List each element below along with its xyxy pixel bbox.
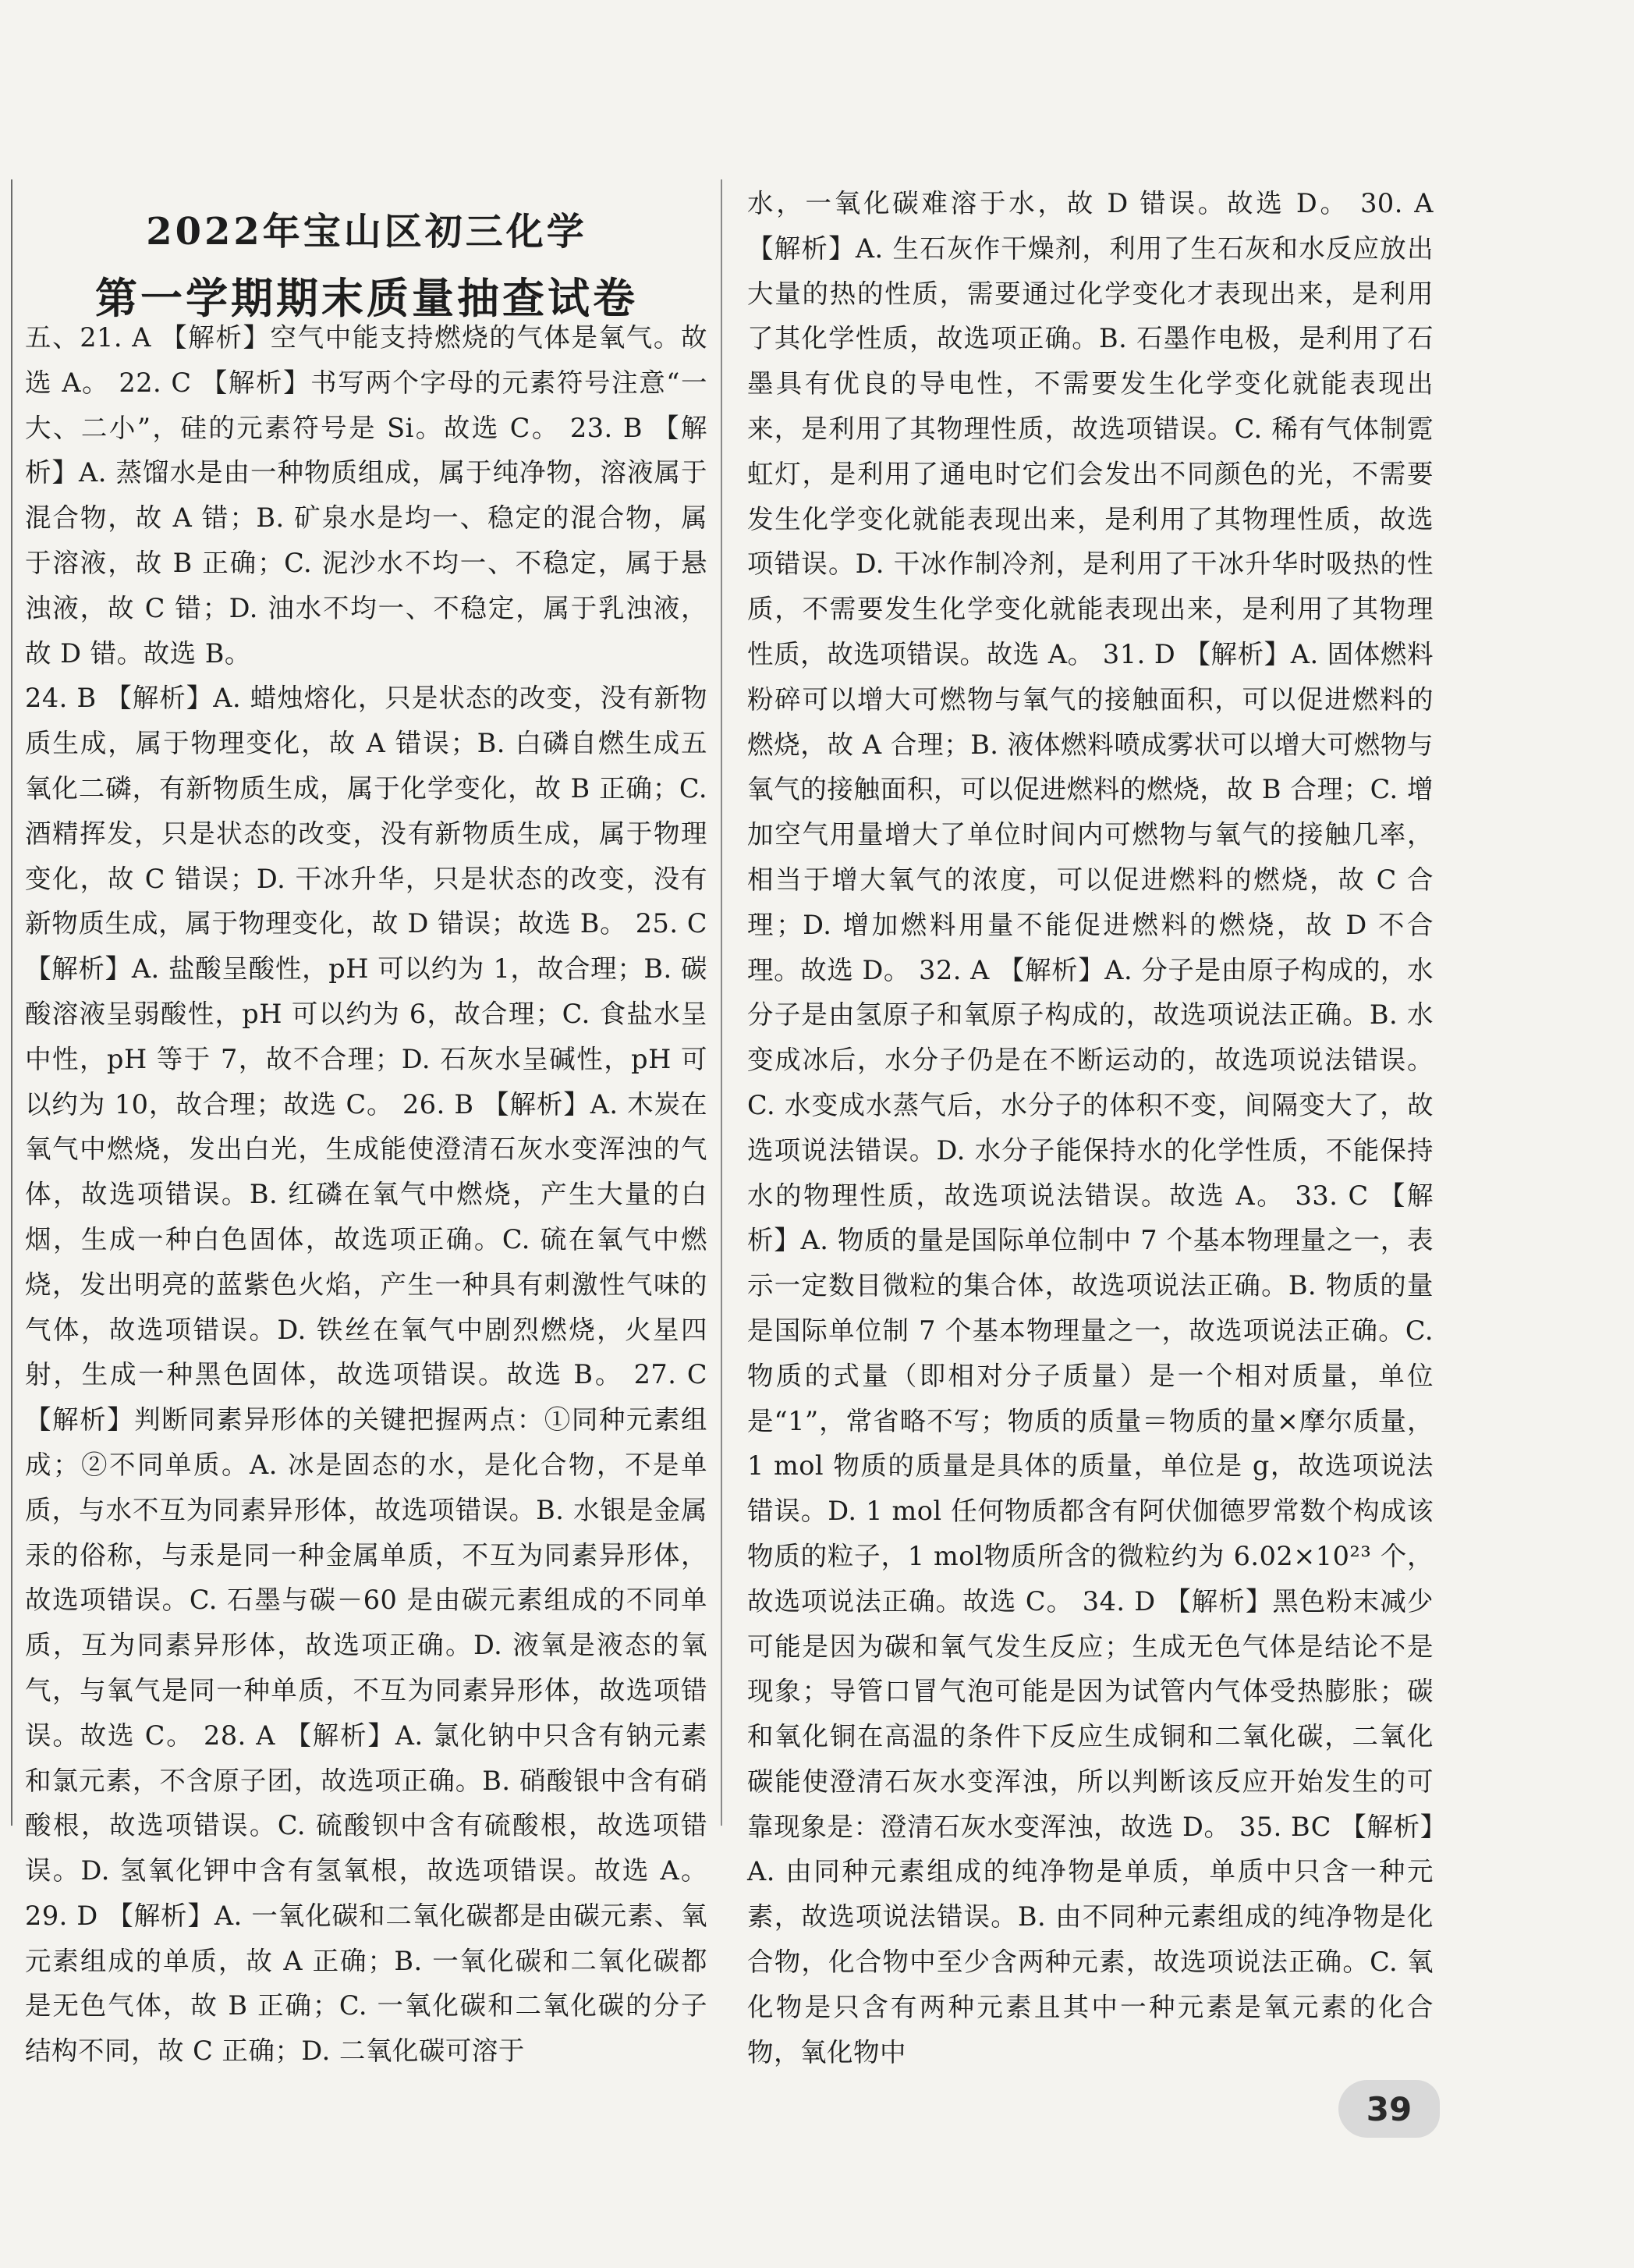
answer-paragraph: 24. B 【解析】A. 蜡烛熔化，只是状态的改变，没有新物质生成，属于物理变化，故 A 错误；B. 白磷自燃生成五氧化二磷，有新物质生成，属于化学变化，故 B 正确；C. 酒精挥发，只是状态的改变，没有新物质生成，属于物理变化，故 C 错误；D. 干冰升华，只是状态的改变，没有新物质生成，属于物理变化，故 D 错误；故选 B。 25. C 【解析】A. 盐酸呈酸性，pH 可以约为 1，故合理；B. 碳酸溶液呈弱酸性，pH 可以约为 6，故合理；C. 食盐水呈中性，pH 等于 7，故不合理；D. 石灰水呈碱性，pH 可以约为 10，故合理；故选 C。 26. B 【解析】A. 木炭在氧气中燃烧，发出白光，生成能使澄清石灰水变浑浊的气体，故选项错误。B. 红磷在氧气中燃烧，产生大量的白烟，生成一种白色固体，故选项正确。C. 硫在氧气中燃烧，发出明亮的蓝紫色火焰，产生一种具有刺激性气味的气体，故选项错误。D. 铁丝在氧气中剧烈燃烧，火星四射，生成一种黑色固体，故选项错误。故选 B。 27. C 【解析】判断同素异形体的关键把握两点：①同种元素组成；②不同单质。A. 冰是固态的水，是化合物，不是单质，与水不互为同素异形体，故选项错误。B. 水银是金属汞的俗称，与汞是同一种金属单质，不互为同素异形体，故选项错误。C. 石墨与碳－60 是由碳元素组成的不同单质，互为同素异形体，故选项正确。D. 液氧是液态的氧气，与氧气是同一种单质，不互为同素异形体，故选项错误。故选 C。 28. A 【解析】A. 氯化钠中只含有钠元素和氯元素，不含原子团，故选项正确。B. 硝酸银中含有硝酸根，故选项错误。C. 硫酸钡中含有硫酸根，故选项错误。D. 氢氧化钾中含有氢氧根，故选项错误。故选 A。 29. D 【解析】A. 一氧化碳和二氧化碳都是由碳元素、氧元素组成的单质，故 A 正确；B. 一氧化碳和二氧化碳都是无色气体，故 B 正确；C. 一氧化碳和二氧化碳的分子结构不同，故 C 正确；D. 二氧化碳可溶于 <box>25 683 707 2067</box>
answer-paragraph: 五、21. A 【解析】空气中能支持燃烧的气体是氧气。故选 A。 22. C 【解析】书写两个字母的元素符号注意“一大、二小”，硅的元素符号是 Si。故选 C。 23. B 【解析】A. 蒸馏水是由一种物质组成，属于纯净物，溶液属于混合物，故 A 错；B. 矿泉水是均一、稳定的混合物，属于溶液，故 B 正确；C. 泥沙水不均一、不稳定，属于悬浊液，故 C 错；D. 油水不均一、不稳定，属于乳浊液，故 D 错。故选 B。 <box>25 322 707 669</box>
column-divider <box>721 179 722 1826</box>
answer-paragraph: 水，一氧化碳难溶于水，故 D 错误。故选 D。 30. A 【解析】A. 生石灰作干燥剂，利用了生石灰和水反应放出大量的热的性质，需要通过化学变化才表现出来，是利用了其化学性质，故选项正确。B. 石墨作电极，是利用了石墨具有优良的导电性，不需要发生化学变化就能表现出来，是利用了其物理性质，故选项错误。C. 稀有气体制霓虹灯，是利用了通电时它们会发出不同颜色的光，不需要发生化学变化就能表现出来，是利用了其物理性质，故选项错误。D. 干冰作制冷剂，是利用了干冰升华时吸热的性质，不需要发生化学变化就能表现出来，是利用了其物理性质，故选项错误。故选 A。 31. D 【解析】A. 固体燃料粉碎可以增大可燃物与氧气的接触面积，可以促进燃料的燃烧，故 A 合理；B. 液体燃料喷成雾状可以增大可燃物与氧气的接触面积，可以促进燃料的燃烧，故 B 合理；C. 增加空气用量增大了单位时间内可燃物与氧气的接触几率，相当于增大氧气的浓度，可以促进燃料的燃烧，故 C 合理；D. 增加燃料用量不能促进燃料的燃烧，故 D 不合理。故选 D。 32. A 【解析】A. 分子是由原子构成的，水分子是由氢原子和氧原子构成的，故选项说法正确。B. 水变成冰后，水分子仍是在不断运动的，故选项说法错误。C. 水变成水蒸气后，水分子的体积不变，间隔变大了，故选项说法错误。D. 水分子能保持水的化学性质，不能保持水的物理性质，故选项说法错误。故选 A。 33. C 【解析】A. 物质的量是国际单位制中 7 个基本物理量之一，表示一定数目微粒的集合体，故选项说法正确。B. 物质的量是国际单位制 7 个基本物理量之一，故选项说法正确。C. 物质的式量（即相对分子质量）是一个相对质量，单位是“1”，常省略不写；物质的质量＝物质的量×摩尔质量，1 mol 物质的质量是具体的质量，单位是 g，故选项说法错误。D. 1 mol 任何物质都含有阿伏伽德罗常数个构成该物质的粒子，1 mol物质所含的微粒约为 6.02×10²³ 个，故选项说法正确。故选 C。 34. D 【解析】黑色粉末减少可能是因为碳和氧气发生反应；生成无色气体是结论不是现象；导管口冒气泡可能是因为试管内气体受热膨胀；碳和氧化铜在高温的条件下反应生成铜和二氧化碳，二氧化碳能使澄清石灰水变浑浊，所以判断该反应开始发生的可靠现象是：澄清石灰水变浑浊，故选 D。 35. BC 【解析】A. 由同种元素组成的纯净物是单质，单质中只含一种元素，故选项说法错误。B. 由不同种元素组成的纯净物是化合物，化合物中至少含两种元素，故选项说法正确。C. 氧化物是只含有两种元素且其中一种元素是氧元素的化合物，氧化物中 <box>747 188 1434 2067</box>
right-text-column <box>747 181 1434 2075</box>
title-line-2: 第一学期期末质量抽查试卷 <box>95 273 638 323</box>
left-margin-rule <box>11 179 12 1826</box>
page-number: 39 <box>1338 2080 1440 2138</box>
title-line-1: 2022年宝山区初三化学 <box>146 210 587 254</box>
left-text-column <box>25 315 707 2074</box>
